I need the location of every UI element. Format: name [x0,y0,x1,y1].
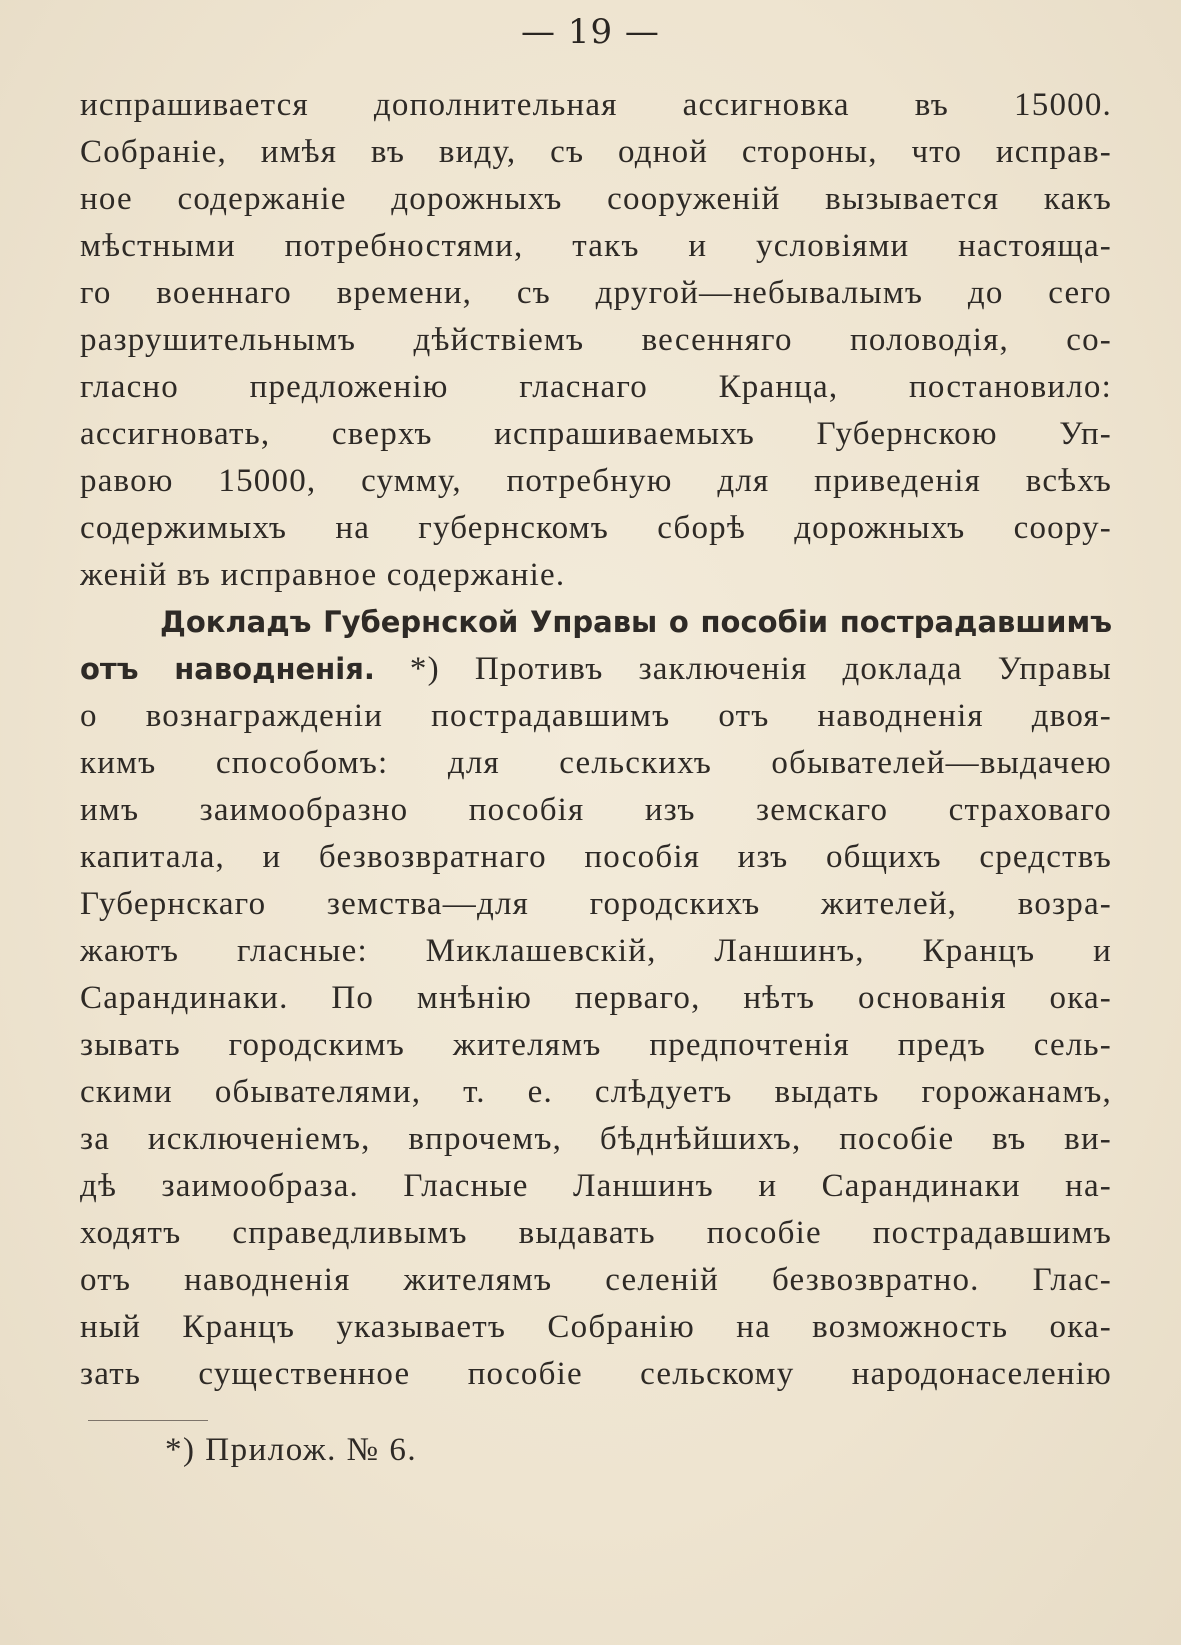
text-line: зать существенное пособіе сельскому народонаселенію [80,1356,1112,1392]
text-line: гласно предложенію гласнаго Кранца, постановило: [80,369,1112,405]
text-line [80,646,1112,693]
text-run: *) Противъ заключенія доклада Управы [409,651,1112,687]
section-heading: Докладъ Губернской Управы о пособіи пострадавшимъ [160,605,1112,639]
text-line: о вознагражденіи пострадавшимъ отъ наводненія двоя- [80,698,1112,734]
text-line: женій въ исправное содержаніе. [80,557,566,593]
paragraph-1 [80,82,1112,599]
page-number: — 19 — [521,12,660,52]
text-line: капитала, и безвозвратнаго пособія изъ общихъ средствъ [80,839,1112,875]
text-line: ходятъ справедливымъ выдавать пособіе пострадавшимъ [80,1215,1112,1251]
text-line: зывать городскимъ жителямъ предпочтенія предъ сель- [80,1027,1112,1063]
paragraph-2 [80,599,1112,1398]
section-heading-line [80,599,1112,646]
text-line: мѣстными потребностями, такъ и условіями настояща- [80,228,1112,264]
body-text [80,82,1112,1398]
text-line: жаютъ гласные: Миклашевскій, Ланшинъ, Кранцъ и [80,933,1112,969]
text-line: ассигновать, сверхъ испрашиваемыхъ Губернскою Уп- [80,416,1112,452]
footnote-divider [88,1420,208,1421]
text-line: содержимыхъ на губернскомъ сборѣ дорожныхъ соору- [80,510,1112,546]
text-line: испрашивается дополнительная ассигновка въ 15000. [80,87,1112,123]
text-line: разрушительнымъ дѣйствіемъ весенняго половодія, со- [80,322,1112,358]
text-line: за исключеніемъ, впрочемъ, бѣднѣйшихъ, пособіе въ ви- [80,1121,1112,1157]
text-line: го военнаго времени, съ другой—небывалымъ до сего [80,275,1112,311]
text-line: кимъ способомъ: для сельскихъ обывателей—выдачею [80,745,1112,781]
text-line: ный Кранцъ указываетъ Собранію на возможность ока- [80,1309,1112,1345]
text-line: Сарандинаки. По мнѣнію перваго, нѣтъ основанія ока- [80,980,1112,1016]
footnote: *) Прилож. № 6. [165,1432,418,1468]
text-line: дѣ заимообраза. Гласные Ланшинъ и Сарандинаки на- [80,1168,1112,1204]
text-line: Губернскаго земства—для городскихъ жителей, возра- [80,886,1112,922]
text-line: ное содержаніе дорожныхъ сооруженій вызывается какъ [80,181,1112,217]
text-line: отъ наводненія жителямъ селеній безвозвратно. Глас- [80,1262,1112,1298]
text-line: Собраніе, имѣя въ виду, съ одной стороны, что исправ- [80,134,1112,170]
text-line: равою 15000, сумму, потребную для приведенія всѣхъ [80,463,1112,499]
section-heading-end: отъ наводненія. [80,652,375,686]
text-line: скими обывателями, т. е. слѣдуетъ выдать горожанамъ, [80,1074,1112,1110]
text-line: имъ заимообразно пособія изъ земскаго страховаго [80,792,1112,828]
